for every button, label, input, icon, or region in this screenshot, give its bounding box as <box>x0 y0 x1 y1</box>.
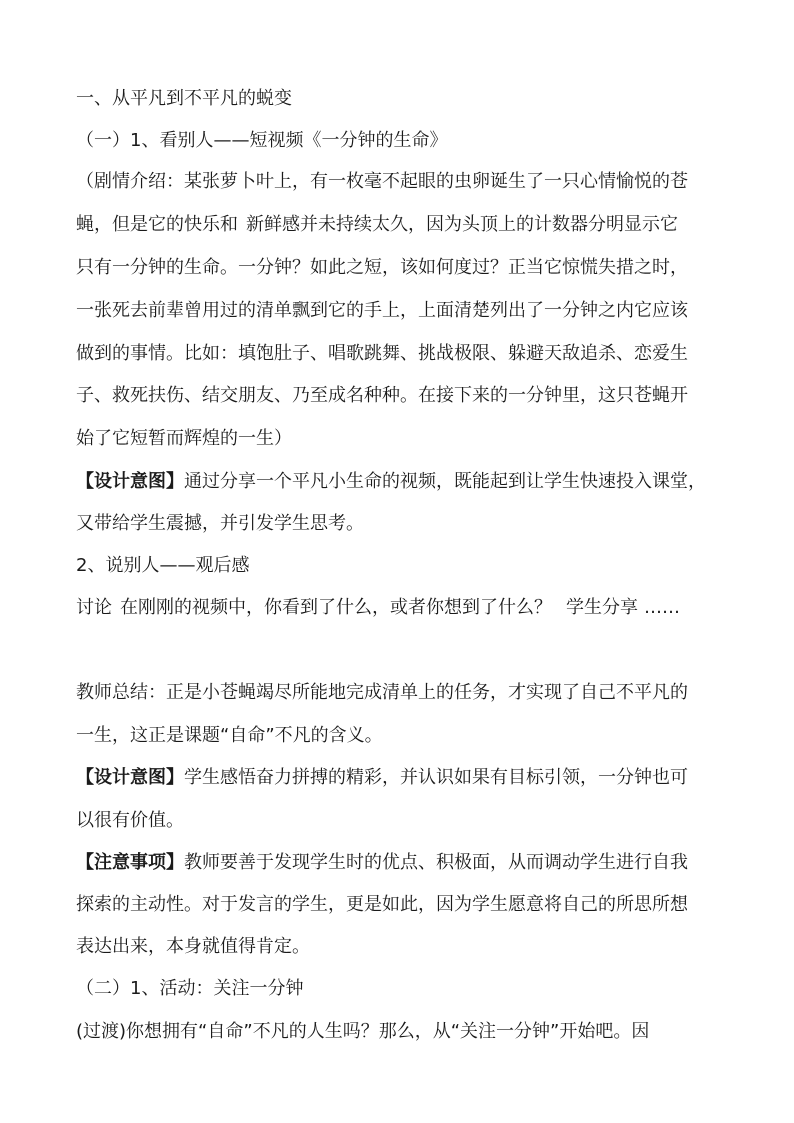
design-intent-2 <box>76 766 688 790</box>
design-intent-2-text: 学生感悟奋力拼搏的精彩，并认识如果有目标引领，一分钟也可 <box>184 767 688 788</box>
intro-line-2 <box>76 213 678 237</box>
design-intent-1-cont: 又带给学生震撼，并引发学生思考。 <box>76 513 364 534</box>
notes-cont-1: 探索的主动性。对于发言的学生，更是如此，因为学生愿意将自己的所思所想 <box>76 894 688 915</box>
intro-line-4: 一张死去前辈曾用过的清单飘到它的手上，上面清楚列出了一分钟之内它应该 <box>76 300 688 321</box>
share-ellipsis: …… <box>644 597 680 618</box>
share-label: 学生分享 <box>566 597 638 618</box>
section-2-title: 2、说别人——观后感 <box>76 555 250 576</box>
heading-1: 一、从平凡到不平凡的蜕变 <box>76 88 292 109</box>
discussion-line <box>76 596 680 620</box>
discuss-label: 讨论 <box>76 597 112 618</box>
teacher-summary: 教师总结：正是小苍蝇竭尽所能地完成清单上的任务，才实现了自己不平凡的 <box>76 682 688 703</box>
design-intent-1 <box>76 470 706 494</box>
notes-cont-2: 表达出来，本身就值得肯定。 <box>76 936 310 957</box>
intro-line-1: （剧情介绍：某张萝卜叶上，有一枚毫不起眼的虫卵诞生了一只心情愉悦的苍 <box>76 171 688 192</box>
design-intent-1-text: 通过分享一个平凡小生命的视频，既能起到让学生快速投入课堂， <box>184 471 706 492</box>
teacher-summary-cont: 一生，这正是课题“自命”不凡的含义。 <box>76 725 383 746</box>
transition-line: (过渡)你想拥有“自命”不凡的人生吗？那么，从“关注一分钟”开始吧。因 <box>76 1021 650 1042</box>
notes-label: 【注意事项】 <box>76 852 184 873</box>
design-intent-2-label: 【设计意图】 <box>76 767 184 788</box>
intro-line-2a: 蝇，但是它的快乐和 <box>76 214 238 235</box>
intro-line-6: 子、救死扶伤、结交朋友、乃至成名种种。在接下来的一分钟里，这只苍蝇开 <box>76 385 688 406</box>
notes <box>76 851 688 875</box>
design-intent-2-cont: 以很有价值。 <box>76 810 184 831</box>
discuss-text: 在刚刚的视频中，你看到了什么，或者你想到了什么？ <box>120 597 552 618</box>
intro-line-2b: 新鲜感并未持续太久，因为头顶上的计数器分明显示它 <box>246 214 678 235</box>
section-1-title: （一）1、看别人——短视频《一分钟的生命》 <box>76 130 448 151</box>
design-intent-1-label: 【设计意图】 <box>76 471 184 492</box>
section-3-title: （二）1、活动：关注一分钟 <box>76 978 304 999</box>
intro-line-3: 只有一分钟的生命。一分钟？如此之短，该如何度过？正当它惊慌失措之时， <box>76 257 688 278</box>
intro-line-5: 做到的事情。比如：填饱肚子、唱歌跳舞、挑战极限、躲避天敌追杀、恋爱生 <box>76 343 688 364</box>
notes-text: 教师要善于发现学生时的优点、积极面，从而调动学生进行自我 <box>184 852 688 873</box>
intro-line-7: 始了它短暂而辉煌的一生） <box>76 428 292 449</box>
